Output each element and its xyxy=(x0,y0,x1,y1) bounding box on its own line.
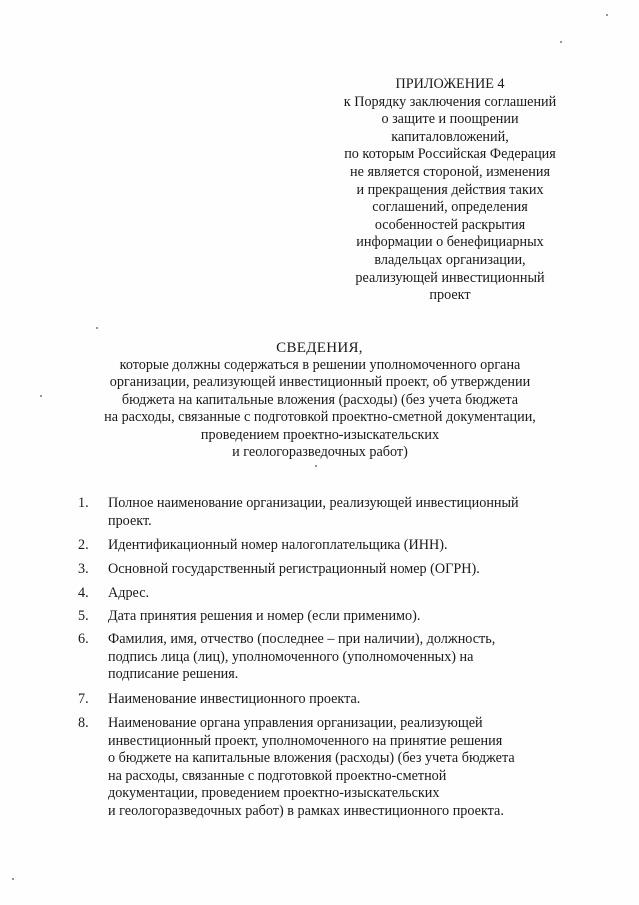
item-number: 8. xyxy=(78,715,89,731)
document-subtitle xyxy=(60,357,580,461)
item-text xyxy=(108,631,568,684)
item-number: 6. xyxy=(78,631,89,647)
item-number: 3. xyxy=(78,561,89,577)
appendix-line: о защите и поощрении xyxy=(381,111,519,128)
appendix-line: реализующей инвестиционный xyxy=(355,269,545,286)
appendix-line: не является стороной, изменения xyxy=(350,163,550,180)
item-number: 5. xyxy=(78,608,89,624)
appendix-line: по которым Российская Федерация xyxy=(344,146,556,163)
item-line: на расходы, связанные с подготовкой проектно-сметной xyxy=(108,767,447,784)
appendix-line: капиталовложений, xyxy=(391,128,509,145)
item-line: Идентификационный номер налогоплательщика (ИНН). xyxy=(108,537,448,553)
item-number: 4. xyxy=(78,585,89,601)
scan-speck xyxy=(96,327,98,329)
item-line: документации, проведением проектно-изыскательских xyxy=(108,785,440,802)
item-line: подписание решения. xyxy=(108,666,239,683)
scan-speck xyxy=(315,465,317,467)
item-line: Наименование инвестиционного проекта. xyxy=(108,691,361,707)
subtitle-line: которые должны содержаться в решении уполномоченного органа xyxy=(119,357,521,373)
subtitle-line: проведением проектно-изыскательских xyxy=(200,426,440,443)
appendix-line: информации о бенефициарных xyxy=(356,234,544,251)
item-text xyxy=(108,561,568,579)
item-line: инвестиционный проект, уполномоченного на принятие решения xyxy=(108,732,503,749)
item-line: Полное наименование организации, реализующей инвестиционный xyxy=(108,495,519,511)
item-line: о бюджете на капитальные вложения (расходы) (без учета бюджета xyxy=(108,750,515,767)
item-line: Наименование органа управления организации, реализующей xyxy=(108,715,483,731)
item-text xyxy=(108,608,568,626)
item-line: проект. xyxy=(108,512,152,529)
appendix-line: проект xyxy=(429,287,471,304)
item-line: Фамилия, имя, отчество (последнее – при наличии), должность, xyxy=(108,631,496,647)
subtitle-line: и геологоразведочных работ) xyxy=(232,444,408,461)
item-number: 1. xyxy=(78,495,89,511)
item-line: Адрес. xyxy=(108,585,150,601)
appendix-line: соглашений, определения xyxy=(372,199,528,216)
document-title: СВЕДЕНИЯ, xyxy=(276,340,363,356)
item-text xyxy=(108,537,568,555)
subtitle-line: организации, реализующей инвестиционный проект, об утверждении xyxy=(109,374,531,391)
subtitle-line: на расходы, связанные с подготовкой проектно-сметной документации, xyxy=(104,409,536,426)
item-text xyxy=(108,691,568,709)
appendix-header xyxy=(300,76,600,305)
item-text xyxy=(108,585,568,603)
item-text xyxy=(108,715,568,821)
item-line: и геологоразведочных работ) в рамках инвестиционного проекта. xyxy=(108,802,504,819)
scan-speck xyxy=(40,395,42,397)
item-number: 2. xyxy=(78,537,89,553)
appendix-line: к Порядку заключения соглашений xyxy=(343,93,557,110)
appendix-line: ПРИЛОЖЕНИЕ 4 xyxy=(395,76,505,92)
appendix-line: и прекращения действия таких xyxy=(356,181,544,198)
item-number: 7. xyxy=(78,691,89,707)
item-text xyxy=(108,495,568,530)
subtitle-line: бюджета на капитальные вложения (расходы) (без учета бюджета xyxy=(121,391,519,408)
appendix-line: особенностей раскрытия xyxy=(374,216,526,233)
item-line: Основной государственный регистрационный номер (ОГРН). xyxy=(108,561,480,577)
scan-speck xyxy=(12,878,14,880)
scan-speck xyxy=(606,14,608,16)
scan-speck xyxy=(560,41,562,43)
item-line: подпись лица (лиц), уполномоченного (уполномоченных) на xyxy=(108,648,474,665)
item-line: Дата принятия решения и номер (если применимо). xyxy=(108,608,421,624)
appendix-line: владельцах организации, xyxy=(374,251,526,268)
